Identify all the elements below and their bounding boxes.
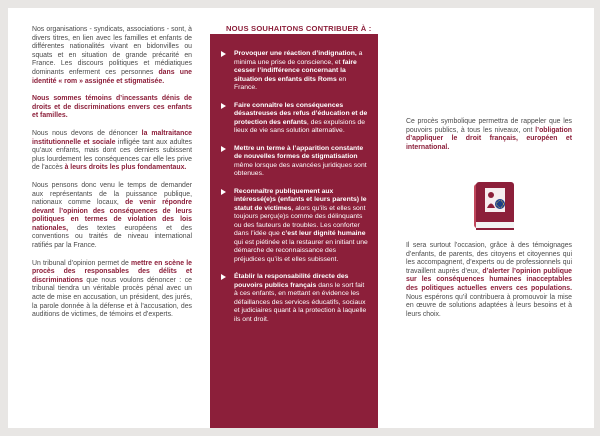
list-item: Provoquer une réaction d’indignation, a minima une prise de conscience, et faire cesser l’indifférence concernant la situation des enfants dits Roms en France. [220, 50, 368, 93]
left-column [32, 26, 192, 329]
paragraph-tribunal: Un tribunal d’opinion permet de mettre en scène le procès des responsables des délits et discriminations que nous voulons dénoncer : ce tribunal tiendra un véritable procès pénal avec un acte de mise en accusation, un président, des jurés, la parole donnée à la défense et à l’accusation, des auditions de victimes, de témoins et d’experts. [32, 259, 192, 319]
paragraph-occasion: Il sera surtout l’occasion, grâce à des témoignages d’enfants, de parents, des citoyens et citoyennes qui les accompagnent, d’experts ou de professionnels qui travaillent auprès d’eux, d’alerter l’opinion publique sur les conséquences humaines inacceptables des politiques actuelles envers ces populations. Nous espérons qu’il contribuera à promouvoir la mise en œuvre de solutions adaptées à leurs besoins et à leurs choix. [406, 242, 572, 318]
contribution-panel [210, 34, 378, 428]
bullet-arrow-icon [221, 103, 226, 109]
contribution-heading: NOUS SOUHAITONS CONTRIBUER À : [226, 24, 372, 33]
paragraph-symbolic-trial: Ce procès symbolique permettra de rappeler que les pouvoirs publics, à tous les niveaux, ont l’obligation d’appliquer le droit français, européen et international. [406, 118, 572, 151]
bullet-arrow-icon [221, 189, 226, 195]
bullet-arrow-icon [221, 274, 226, 280]
law-book-icon [470, 178, 518, 234]
paragraph-witnesses: Nous sommes témoins d’incessants dénis de droits et de discriminations envers ces enfants et familles. [32, 95, 192, 120]
list-item: Faire connaître les conséquences désastreuses des refus d’éducation et de protection des enfants, des expulsions de lieux de vie sans solution alternative. [220, 102, 368, 136]
brochure-page [8, 8, 594, 428]
bullet-arrow-icon [221, 51, 226, 57]
contribution-list [210, 34, 378, 324]
list-item: Reconnaître publiquement aux intéressé(e)s (enfants et leurs parents) le statut de victimes, alors qu’ils et elles sont toujours perçu(e)s comme des délinquants ou des fauteurs de troubles. Les conforter dans l’idée que c’est leur dignité humaine qui est piétinée et la restaurer en initiant une démarche de reconnaissance des préjudices qu’ils et elles subissent. [220, 188, 368, 265]
paragraph-demand: Nous pensons donc venu le temps de demander aux représentants de la puissance publique, nationaux comme locaux, de venir répondre devant l’opinion des conséquences de leurs politiques en termes de violation des lois nationales, des textes européens et des conventions ou traités de niveau international ratifiés par la France. [32, 181, 192, 250]
bullet-arrow-icon [221, 146, 226, 152]
right-column [406, 118, 572, 318]
paragraph-denounce: Nous nous devons de dénoncer la maltraitance institutionnelle et sociale infligée tant aux adultes qu’aux enfants, mais dont ces derniers subissent plus lourdement les conséquences car elle les prive de l’accès à leurs droits les plus fondamentaux. [32, 129, 193, 172]
list-item: Mettre un terme à l’apparition constante de nouvelles formes de stigmatisation même lorsque des avancées juridiques sont obtenues. [220, 145, 368, 179]
paragraph-intro: Nos organisations - syndicats, associations - sont, à divers titres, en lien avec les familles et enfants de différentes nationalités vivant en bidonvilles ou squats et en situation de grande précarité en France. Les discours politiques et médiatiques dominants enferment ces personnes dans une identité « rom » assignée et stigmatisée. [32, 26, 192, 85]
list-item: Établir la responsabilité directe des pouvoirs publics français dans le sort fait à ces enfants, en mettant en évidence les défaillances des services éducatifs, sociaux et judiciaires quant à la protection à laquelle ils ont droit. [220, 273, 368, 324]
